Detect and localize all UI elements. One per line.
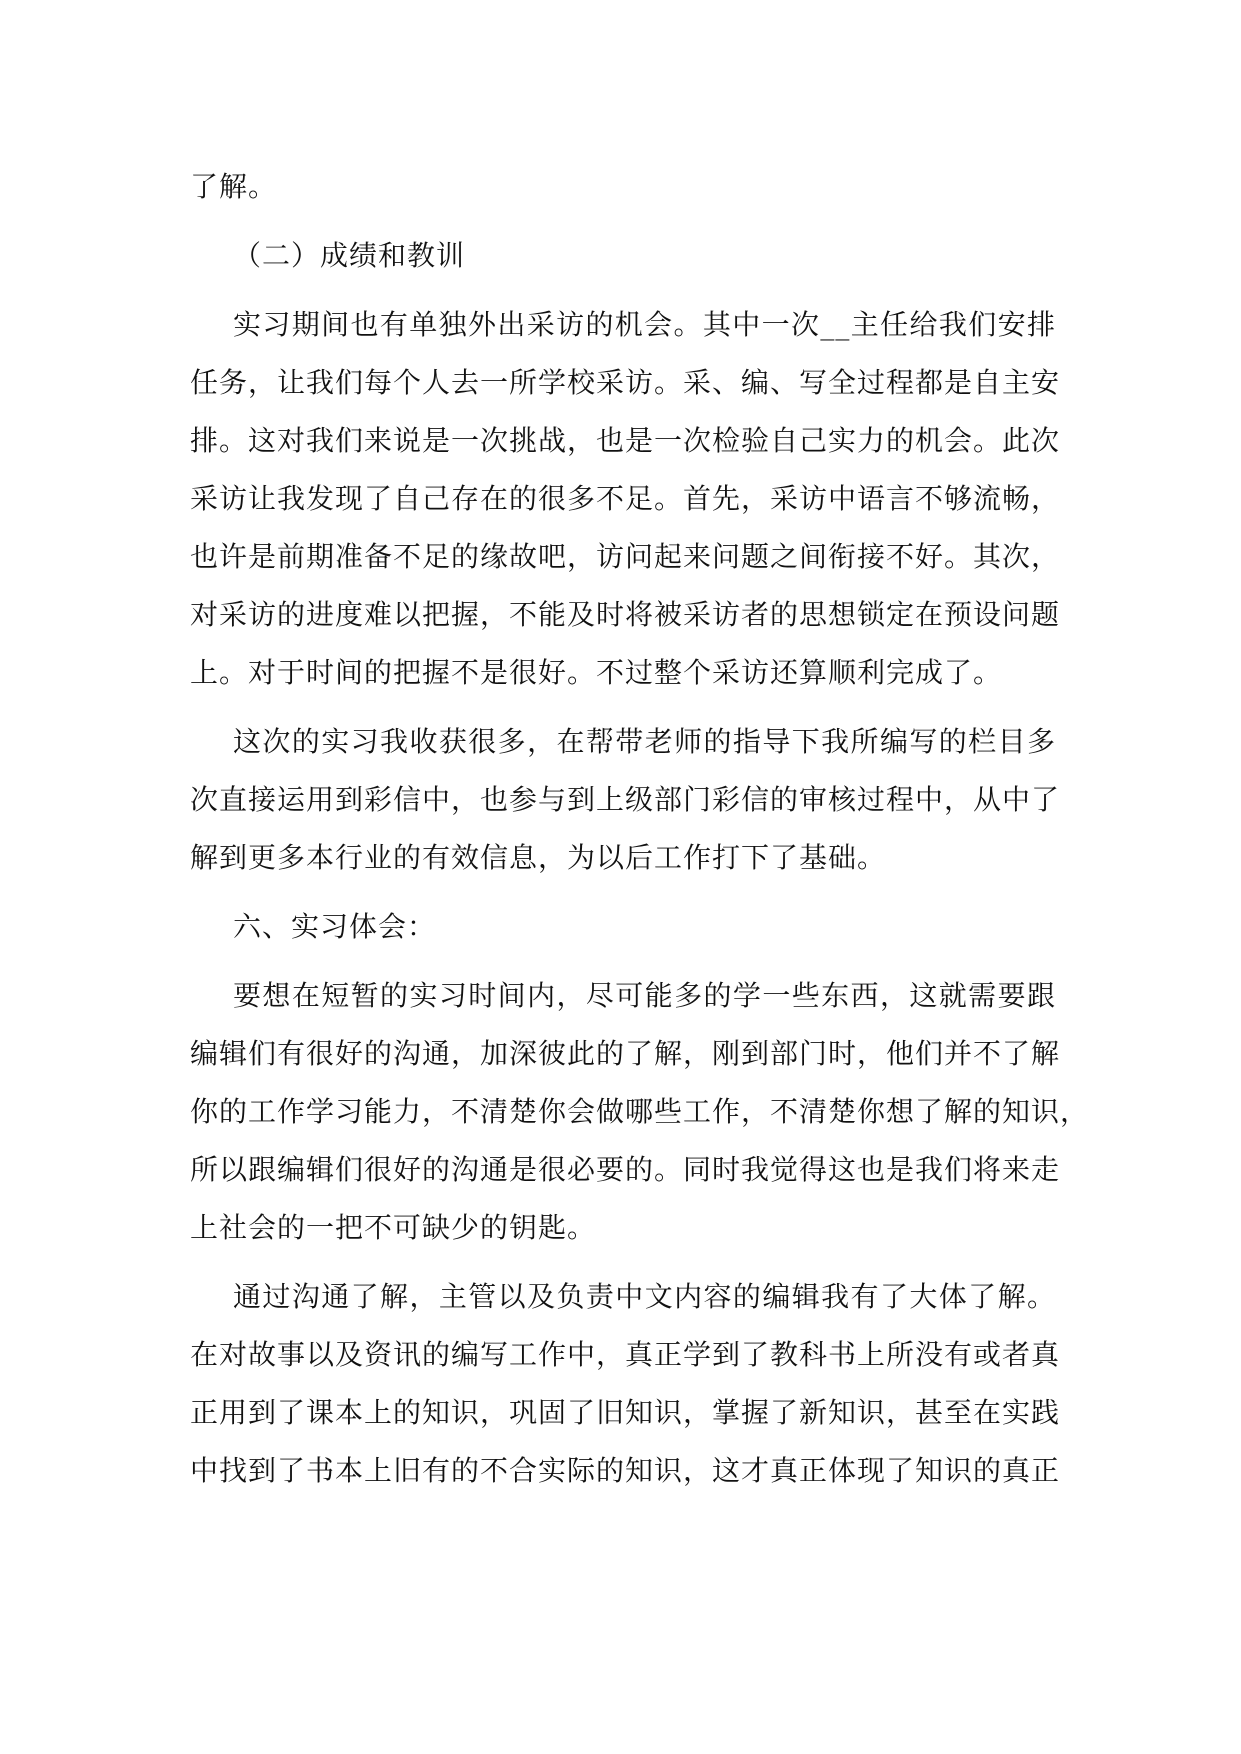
paragraph-gap bbox=[190, 702, 1056, 713]
text-line: 实习期间也有单独外出采访的机会。其中一次__主任给我们安排 bbox=[233, 308, 1056, 341]
text-line: 任务，让我们每个人去一所学校采访。采、编、写全过程都是自主安 bbox=[190, 366, 1061, 399]
text-line: （二）成绩和教训 bbox=[233, 239, 466, 272]
text-line: 了解。 bbox=[190, 170, 278, 203]
paragraph-gap bbox=[190, 887, 1056, 898]
text-line: 你的工作学习能力，不清楚你会做哪些工作，不清楚你想了解的知识， bbox=[190, 1095, 1090, 1128]
text-line: 所以跟编辑们很好的沟通是很必要的。同时我觉得这也是我们将来走 bbox=[190, 1153, 1061, 1186]
text-line: 正用到了课本上的知识，巩固了旧知识，掌握了新知识，甚至在实践 bbox=[190, 1396, 1061, 1429]
text-line: 在对故事以及资讯的编写工作中，真正学到了教科书上所没有或者真 bbox=[190, 1338, 1061, 1371]
paragraph-interview bbox=[190, 296, 1061, 702]
text-line: 采访让我发现了自己存在的很多不足。首先，采访中语言不够流畅， bbox=[190, 482, 1061, 515]
text-line: 中找到了书本上旧有的不合实际的知识，这才真正体现了知识的真正 bbox=[190, 1454, 1061, 1487]
paragraph-gap bbox=[190, 285, 1056, 296]
text-line: 次直接运用到彩信中，也参与到上级部门彩信的审核过程中，从中了 bbox=[190, 783, 1061, 816]
paragraph-knowledge bbox=[190, 1268, 1061, 1500]
text-line: 对采访的进度难以把握，不能及时将被采访者的思想锁定在预设问题 bbox=[190, 598, 1061, 631]
paragraph-gap bbox=[190, 956, 1056, 967]
text-line: 也许是前期准备不足的缘故吧，访问起来问题之间衔接不好。其次， bbox=[190, 540, 1061, 573]
text-line: 通过沟通了解，主管以及负责中文内容的编辑我有了大体了解。 bbox=[233, 1280, 1056, 1313]
text-line: 排。这对我们来说是一次挑战，也是一次检验自己实力的机会。此次 bbox=[190, 424, 1061, 457]
paragraph-gains bbox=[190, 713, 1061, 887]
text-line: 要想在短暂的实习时间内，尽可能多的学一些东西，这就需要跟 bbox=[233, 979, 1056, 1012]
text-line: 解到更多本行业的有效信息，为以后工作打下了基础。 bbox=[190, 841, 887, 874]
paragraph-communication bbox=[190, 967, 1090, 1257]
paragraph-continuation bbox=[190, 158, 1056, 216]
text-line: 六、实习体会： bbox=[233, 910, 437, 943]
section-heading-reflections bbox=[190, 898, 1056, 956]
text-line: 这次的实习我收获很多，在帮带老师的指导下我所编写的栏目多 bbox=[233, 725, 1056, 758]
text-line: 上社会的一把不可缺少的钥匙。 bbox=[190, 1211, 597, 1244]
section-heading-achievements bbox=[190, 227, 1056, 285]
paragraph-gap bbox=[190, 216, 1056, 227]
text-line: 上。对于时间的把握不是很好。不过整个采访还算顺利完成了。 bbox=[190, 656, 1003, 689]
document-body bbox=[190, 158, 1090, 1500]
paragraph-gap bbox=[190, 1257, 1056, 1268]
text-line: 编辑们有很好的沟通，加深彼此的了解，刚到部门时，他们并不了解 bbox=[190, 1037, 1061, 1070]
